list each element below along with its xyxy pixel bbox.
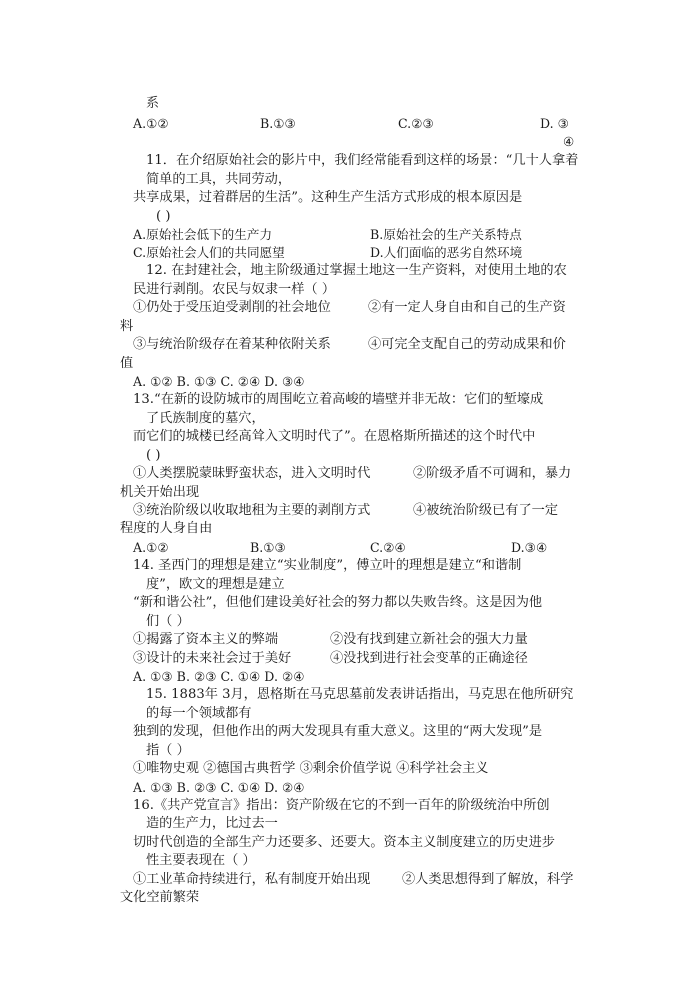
q10-option-a: A.①②: [133, 116, 169, 131]
q16-stem-line4: 性主要表现在（ ）: [146, 853, 256, 868]
q11-stem-line3: 共享成果，过着群居的生活”。这种生产生活方式形成的根本原因是: [133, 190, 523, 205]
q11-option-c: C.原始社会人们的共同愿望: [133, 245, 285, 260]
q13-item-2: ②阶级矛盾不可调和，暴力: [413, 466, 572, 481]
q13-item-4-wrap: 程度的人身自由: [120, 521, 213, 536]
q10-option-d: D. ③: [540, 116, 569, 131]
q11-stem-line2: 简单的工具，共同劳动，: [146, 172, 292, 187]
q11-answer-blank: ( ): [156, 209, 171, 224]
q14-item-4: ④没找到进行社会变革的正确途径: [330, 651, 528, 666]
q12-item-1: ①仍处于受压迫受剥削的社会地位: [133, 300, 331, 315]
q11-stem-line1: 11．在介绍原始社会的影片中，我们经常能看到这样的场景：“几十人拿着: [146, 153, 579, 168]
q13-item-1: ①人类摆脱蒙昧野蛮状态，进入文明时代: [133, 466, 371, 481]
q15-stem-line3: 独到的发现，但他作出的两大发现具有重大意义。这里的“两大发现”是: [133, 724, 543, 739]
q16-stem-line3: 切时代创造的全部生产力还要多、还要大。资本主义制度建立的历史进步: [133, 835, 555, 850]
q13-item-3: ③统治阶级以收取地租为主要的剥削方式: [133, 503, 371, 518]
q10-option-d-wrap: ④: [563, 134, 575, 149]
q14-item-3: ③设计的未来社会过于美好: [133, 651, 292, 666]
q10-stem-tail: 系: [146, 96, 160, 111]
q13-answer-blank: ( ): [146, 448, 161, 463]
q15-stem-line2: 的每一个领域都有: [146, 706, 252, 721]
q13-option-b: B.①③: [250, 540, 286, 555]
q11-option-d: D.人们面临的恶劣自然环境: [370, 245, 523, 260]
q12-item-2: ②有一定人身自由和自己的生产资: [368, 300, 566, 315]
q14-stem-line1: 14. 圣西门的理想是建立“实业制度”，傅立叶的理想是建立“和谐制: [133, 558, 522, 573]
q10-option-b: B.①③: [260, 116, 296, 131]
q12-stem-line2: 民进行剥削。农民与奴隶一样（ ）: [133, 282, 336, 297]
q16-item-2: ②人类思想得到了解放，科学: [402, 872, 574, 887]
q15-stem-line4: 指（ ）: [146, 743, 190, 758]
q12-item-4: ④可完全支配自己的劳动成果和价: [368, 337, 566, 352]
q15-options: A. ①③ B. ②③ C. ①④ D. ②④: [133, 780, 305, 795]
q16-item-1: ①工业革命持续进行，私有制度开始出现: [133, 872, 371, 887]
q16-stem-line1: 16.《共产党宣言》指出：资产阶级在它的不到一百年的阶级统治中所创: [133, 798, 550, 813]
q13-option-d: D.③④: [511, 540, 548, 555]
q13-option-c: C.②④: [370, 540, 406, 555]
q14-item-1: ①揭露了资本主义的弊端: [133, 632, 279, 647]
q16-stem-line2: 造的生产力，比过去一: [146, 816, 278, 831]
q14-stem-line2: 度”，欧文的理想是建立: [146, 577, 285, 592]
q12-item-4-wrap: 值: [120, 356, 134, 371]
q15-stem-line1: 15. 1883年 3月，恩格斯在马克思墓前发表讲话指出，马克思在他所研究: [146, 687, 574, 702]
q13-item-2-wrap: 机关开始出现: [120, 485, 200, 500]
q12-stem-line1: 12. 在封建社会，地主阶级通过掌握土地这一生产资料，对使用土地的农: [146, 263, 567, 278]
q14-stem-line3: “新和谐公社”，但他们建设美好社会的努力都以失败告终。这是因为他: [133, 595, 543, 610]
q10-option-c: C.②③: [398, 116, 434, 131]
q14-stem-line4: 们（ ）: [146, 614, 190, 629]
q15-items: ①唯物史观 ②德国古典哲学 ③剩余价值学说 ④科学社会主义: [133, 761, 489, 776]
q12-options: A. ①② B. ①③ C. ②④ D. ③④: [133, 374, 305, 389]
q13-stem-line1: 13.“在新的设防城市的周围屹立着高峻的墙壁并非无故：它们的堑壕成: [133, 392, 544, 407]
q13-item-4: ④被统治阶级已有了一定: [413, 503, 559, 518]
q13-option-a: A.①②: [133, 540, 169, 555]
q11-option-b: B.原始社会的生产关系特点: [370, 227, 522, 242]
q14-item-2: ②没有找到建立新社会的强大力量: [330, 632, 528, 647]
q13-stem-line2: 了氏族制度的墓穴，: [146, 411, 265, 426]
q14-options: A. ①③ B. ②③ C. ①④ D. ②④: [133, 669, 305, 684]
q11-option-a: A.原始社会低下的生产力: [133, 227, 273, 242]
q16-item-2-wrap: 文化空前繁荣: [120, 890, 200, 905]
q12-item-2-wrap: 料: [120, 319, 134, 334]
q13-stem-line3: 而它们的城楼已经高耸入文明时代了”。在恩格斯所描述的这个时代中: [133, 429, 536, 444]
q12-item-3: ③与统治阶级存在着某种依附关系: [133, 337, 331, 352]
